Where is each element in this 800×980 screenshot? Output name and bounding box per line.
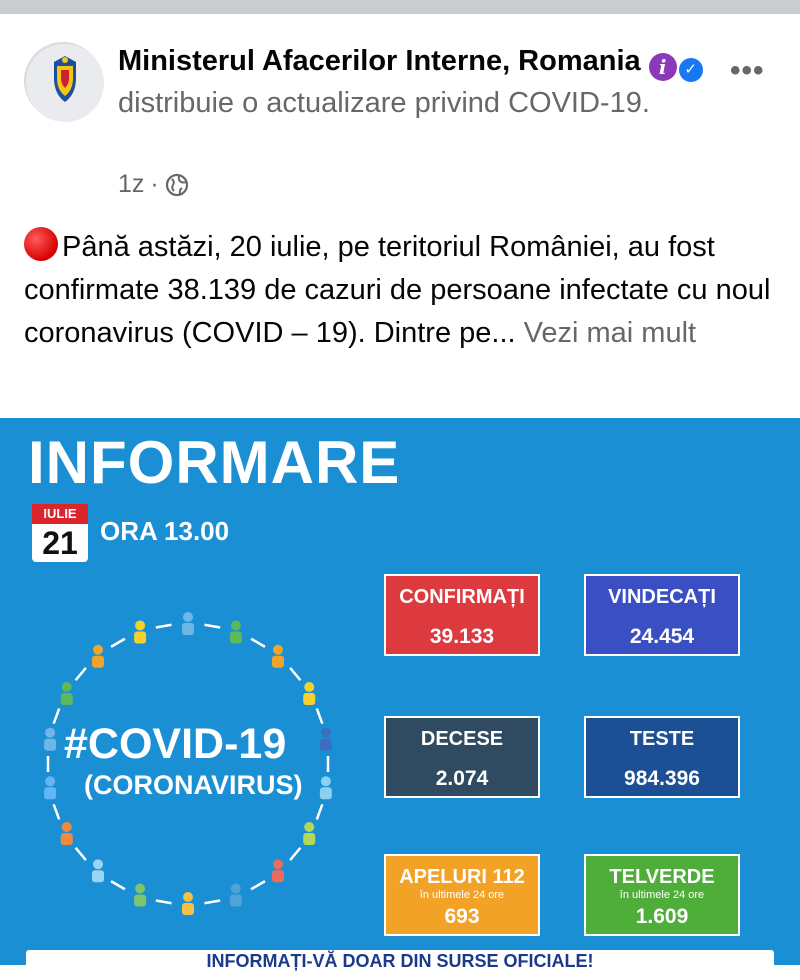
person-figure [272, 859, 284, 882]
double-arrow-icon [317, 709, 322, 724]
official-sources-banner: INFORMAȚI-VĂ DOAR DIN SURSE OFICIALE! [26, 950, 774, 980]
calendar-day: 21 [42, 525, 78, 561]
verified-badge-icon: ✓ [679, 58, 703, 82]
ministry-crest-logo [26, 44, 104, 122]
double-arrow-icon [54, 804, 59, 819]
double-arrow-icon [111, 881, 125, 889]
stat-label: APELURI 112 [399, 866, 525, 888]
double-arrow-icon [251, 639, 265, 647]
double-arrow-icon [156, 625, 172, 628]
person-figure [134, 620, 146, 643]
stat-value: 984.396 [624, 767, 700, 790]
post-action-text: distribuie o actualizare privind COVID-19. [118, 87, 650, 119]
double-arrow-icon [111, 639, 125, 647]
stat-apeluri-112 [384, 854, 540, 936]
person-figure [134, 884, 146, 907]
stat-telverde [584, 854, 740, 936]
person-figure [92, 859, 104, 882]
person-figure [320, 776, 332, 799]
stat-label: CONFIRMAȚI [399, 586, 525, 608]
stat-value: 39.133 [429, 625, 495, 648]
stat-teste [584, 716, 740, 798]
more-options-icon[interactable]: ••• [730, 54, 765, 87]
double-arrow-icon [76, 668, 86, 680]
stat-sublabel: în ultimele 24 ore [619, 889, 705, 901]
person-figure [230, 620, 242, 643]
stat-label: VINDECAȚI [608, 586, 716, 608]
calendar-month: IULIE [32, 504, 88, 524]
post-timestamp[interactable]: 1z [118, 170, 145, 198]
person-figure [61, 822, 73, 845]
covid-hashtag: #COVID-19 [64, 720, 287, 768]
see-more-link[interactable]: Vezi mai mult [523, 317, 697, 349]
double-arrow-icon [251, 881, 265, 889]
top-separator-bar [0, 0, 800, 14]
stat-value: 693 [444, 905, 480, 928]
calendar-icon [32, 504, 88, 562]
double-arrow-icon [290, 848, 300, 860]
globe-icon[interactable] [165, 173, 189, 197]
post-text [24, 226, 784, 355]
post-body-text: Până astăzi, 20 iulie, pe teritoriul României, au fost confirmate 38.139 de cazuri de persoane infectate cu noul coronavirus (COVID – 19). Dintre pe... [24, 231, 771, 349]
person-figure [303, 682, 315, 705]
author-name[interactable]: Ministerul Afacerilor Interne, Romania [118, 45, 641, 77]
page-avatar[interactable] [24, 42, 102, 120]
person-figure [272, 645, 284, 668]
post-meta [118, 170, 189, 199]
double-arrow-icon [156, 900, 172, 903]
double-arrow-icon [76, 848, 86, 860]
person-figure [182, 612, 194, 635]
red-circle-icon [24, 227, 58, 261]
stat-label: TESTE [629, 728, 695, 750]
stat-value: 1.609 [635, 905, 689, 928]
person-figure [320, 728, 332, 751]
stat-decese [384, 716, 540, 798]
double-arrow-icon [317, 804, 322, 819]
person-figure [230, 884, 242, 907]
covid-infographic-image[interactable] [0, 418, 800, 971]
person-figure [92, 645, 104, 668]
stat-value: 24.454 [629, 625, 695, 648]
covid-subtitle: (CORONAVIRUS) [84, 770, 303, 800]
double-arrow-icon [204, 625, 220, 628]
person-figure [303, 822, 315, 845]
infographic-title: INFORMARE [28, 429, 401, 496]
stat-vindecati [584, 574, 740, 656]
person-figure [182, 892, 194, 915]
double-arrow-icon [290, 668, 300, 680]
stat-value: 2.074 [435, 767, 489, 790]
meta-separator: · [150, 170, 159, 198]
stat-label: TELVERDE [609, 866, 715, 888]
double-arrow-icon [204, 900, 220, 903]
info-badge-icon[interactable]: i [649, 53, 677, 81]
person-figure [44, 776, 56, 799]
double-arrow-icon [54, 709, 59, 724]
post-header [118, 40, 718, 124]
stat-confirmati [384, 574, 540, 656]
time-label: ORA 13.00 [100, 516, 230, 546]
stat-label: DECESE [420, 728, 504, 750]
stat-sublabel: în ultimele 24 ore [419, 889, 505, 901]
person-figure [61, 682, 73, 705]
person-figure [44, 728, 56, 751]
facebook-post [0, 14, 800, 971]
